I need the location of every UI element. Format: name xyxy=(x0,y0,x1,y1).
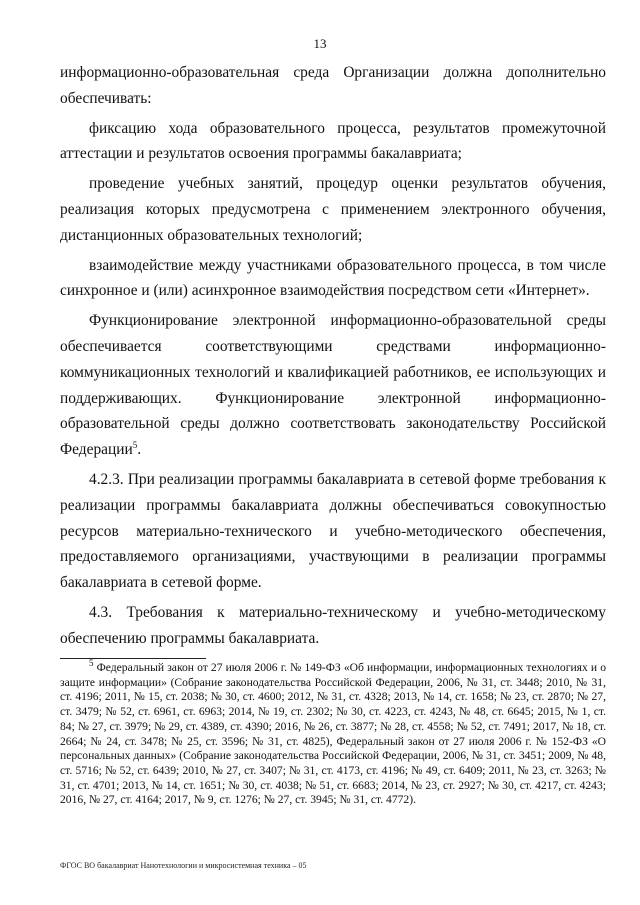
paragraph-2: фиксацию хода образовательного процесса, результатов промежуточной аттестации и результатов освоения программы бакалавриата; xyxy=(60,119,606,163)
footnote xyxy=(60,658,606,808)
paragraph-5-end: . xyxy=(137,441,142,459)
paragraph-6: 4.2.3. При реализации программы бакалавриата в сетевой форме требования к реализации программы бакалавриата должны обеспечиваться совокупностью ресурсов материально-технического и учебно-методического обеспечения, предоставляемого организациями, участвующими в реализации программы бакалавриата в сетевой форме. xyxy=(60,470,606,592)
footnote-marker: 5 xyxy=(89,658,94,669)
footnote-body: Федеральный закон от 27 июля 2006 г. № 149-ФЗ «Об информации, информационных технологиях и о защите информации» (Собрание законодательства Российской Федерации, 2006, № 31, ст. 3448; 2010, № 31, ст. 4196; 2011, № 15, ст. 2038; № 30, ст. 4600; 2012, № 31, ст. 4328; 2013, № 14, ст. 1658; № 23, ст. 2870; № 27, ст. 3479; № 52, ст. 6961, ст. 6963; 2014, № 19, ст. 2302; № 30, ст. 4223, ст. 4243, № 48, ст. 6645; 2015, № 1, ст. 84; № 27, ст. 3979; № 29, ст. 4389, ст. 4390; 2016, № 26, ст. 3877; № 28, ст. 4558; № 52, ст. 7491; 2017, № 18, ст. 2664; № 24, ст. 3478; № 25, ст. 3596; № 31, ст. 4825), Федеральный закон от 27 июля 2006 г. № 152-ФЗ «О персональных данных» (Собрание законодательства Российской Федерации, 2006, № 31, ст. 3451; 2009, № 48, ст. 5716; № 52, ст. 6439; 2010, № 27, ст. 3407; № 31, ст. 4173, ст. 4196; № 49, ст. 6409; 2011, № 23, ст. 3263; № 31, ст. 4701; 2013, № 14, ст. 1651; № 30, ст. 4038; № 51, ст. 6683; 2014, № 23, ст. 2927; № 30, ст. 4217, ст. 4243; 2016, № 27, ст. 4164; 2017, № 9, ст. 1276; № 27, ст. 3945; № 31, ст. 4772). xyxy=(60,661,606,807)
paragraph-4: взаимодействие между участниками образовательного процесса, в том числе синхронное и (или) асинхронное взаимодействия посредством сети «Интернет». xyxy=(60,256,606,300)
footnote-separator xyxy=(60,658,206,659)
page-number: 13 xyxy=(313,36,327,51)
footnote-text xyxy=(60,658,606,808)
paragraph-5 xyxy=(60,308,606,463)
paragraph-1: информационно-образовательная среда Организации должна дополнительно обеспечивать: xyxy=(60,64,606,107)
paragraph-3: проведение учебных занятий, процедур оценки результатов обучения, реализация которых предусмотрена с применением электронного обучения, дистанционных образовательных технологий; xyxy=(60,175,606,244)
paragraph-5-text: Функционирование электронной информационно-образовательной среды обеспечивается соответствующими средствами информационно-коммуникационных технологий и квалификацией работников, ее использующих и поддерживающих. Функционирование электронной информационно-образовательной среды должно соответствовать законодательству Российской Федерации xyxy=(60,312,606,459)
paragraph-7: 4.3. Требования к материально-техническому и учебно-методическому обеспечению программы бакалавриата. xyxy=(60,603,606,647)
page-footer: ФГОС ВО бакалавриат Нанотехнологии и микросистемная техника – 05 xyxy=(60,861,307,870)
footnote-reference[interactable]: 5 xyxy=(132,440,138,451)
body-text xyxy=(60,60,606,652)
